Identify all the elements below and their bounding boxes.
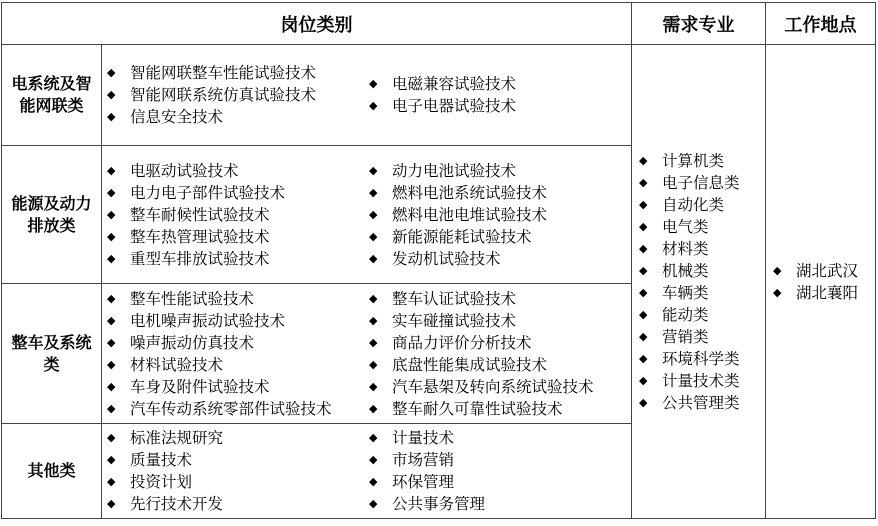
item-label: 整车性能试验技术 — [130, 289, 255, 308]
item-label: 底盘性能集成试验技术 — [392, 355, 548, 374]
major-label: 车辆类 — [662, 283, 709, 302]
list-item — [366, 471, 628, 493]
diamond-bullet-icon: ◆ — [369, 313, 378, 327]
list-item — [104, 376, 366, 398]
item-label: 智能网联整车性能试验技术 — [130, 64, 317, 82]
list-item — [104, 182, 366, 204]
item-label: 材料试验技术 — [130, 355, 224, 374]
major-label: 能动类 — [662, 305, 709, 324]
diamond-bullet-icon: ◆ — [107, 335, 116, 349]
list-item — [104, 471, 366, 493]
diamond-bullet-icon: ◆ — [369, 453, 378, 466]
work-locations-list — [766, 45, 875, 518]
item-label: 环保管理 — [392, 473, 455, 491]
item-label: 动力电池试验技术 — [392, 161, 517, 180]
list-item — [366, 332, 628, 354]
category-label: 整车及系统类 — [11, 332, 92, 374]
diamond-bullet-icon: ◆ — [639, 241, 648, 255]
list-item — [104, 226, 366, 248]
diamond-bullet-icon: ◆ — [107, 431, 116, 444]
major-label: 营销类 — [662, 327, 709, 346]
location-label: 湖北武汉 — [796, 261, 859, 280]
major-label: 计算机类 — [662, 151, 725, 170]
items-left-column — [104, 288, 366, 420]
item-label: 质量技术 — [130, 451, 193, 469]
item-label: 实车碰撞试验技术 — [392, 311, 517, 330]
location-label: 湖北襄阳 — [796, 283, 859, 302]
diamond-bullet-icon: ◆ — [369, 77, 378, 90]
item-label: 商品力评价分析技术 — [392, 333, 532, 352]
item-label: 投资计划 — [130, 473, 193, 491]
diamond-bullet-icon: ◆ — [639, 373, 648, 387]
list-item — [366, 427, 628, 449]
list-item — [366, 493, 628, 515]
list-item — [104, 332, 366, 354]
diamond-bullet-icon: ◆ — [107, 379, 116, 393]
list-item — [366, 248, 628, 270]
diamond-bullet-icon: ◆ — [639, 175, 648, 189]
major-label: 公共管理类 — [662, 393, 740, 412]
item-label: 信息安全技术 — [130, 108, 224, 126]
diamond-bullet-icon: ◆ — [369, 475, 378, 488]
list-item — [366, 73, 628, 95]
list-item — [104, 449, 366, 471]
category-label: 电系统及智能网联类 — [11, 74, 92, 115]
item-label: 电力电子部件试验技术 — [130, 183, 286, 202]
major-item — [636, 260, 765, 282]
item-label: 先行技术开发 — [130, 495, 224, 513]
item-label: 整车耐候性试验技术 — [130, 205, 270, 224]
major-item — [636, 392, 765, 414]
item-label: 智能网联系统仿真试验技术 — [130, 86, 317, 104]
category-items — [102, 284, 632, 424]
list-item — [104, 398, 366, 420]
list-item — [104, 106, 366, 128]
item-label: 噪声振动仿真技术 — [130, 333, 255, 352]
category-items — [102, 45, 632, 146]
diamond-bullet-icon: ◆ — [369, 335, 378, 349]
major-label: 电子信息类 — [662, 173, 740, 192]
header-job-category: 岗位类别 — [2, 3, 632, 45]
major-item — [636, 194, 765, 216]
diamond-bullet-icon: ◆ — [107, 475, 116, 488]
list-item — [104, 160, 366, 182]
list-item — [366, 354, 628, 376]
diamond-bullet-icon: ◆ — [369, 401, 378, 415]
list-item — [104, 310, 366, 332]
item-label: 整车热管理试验技术 — [130, 227, 270, 246]
diamond-bullet-icon: ◆ — [107, 66, 116, 79]
diamond-bullet-icon: ◆ — [369, 99, 378, 112]
header-work-location: 工作地点 — [766, 3, 875, 45]
list-item — [104, 288, 366, 310]
header-required-majors: 需求专业 — [632, 3, 766, 45]
diamond-bullet-icon: ◆ — [107, 207, 116, 221]
list-item — [104, 204, 366, 226]
list-item — [366, 398, 628, 420]
major-label: 电气类 — [662, 217, 709, 236]
location-item — [770, 260, 875, 282]
diamond-bullet-icon: ◆ — [639, 395, 648, 409]
diamond-bullet-icon: ◆ — [107, 497, 116, 510]
major-item — [636, 238, 765, 260]
list-item — [366, 160, 628, 182]
major-label: 机械类 — [662, 261, 709, 280]
major-item — [636, 172, 765, 194]
item-label: 电机噪声振动试验技术 — [130, 311, 286, 330]
diamond-bullet-icon: ◆ — [639, 307, 648, 321]
diamond-bullet-icon: ◆ — [639, 153, 648, 167]
required-majors-list — [632, 45, 766, 518]
items-left-column — [104, 160, 366, 270]
diamond-bullet-icon: ◆ — [107, 251, 116, 265]
item-label: 汽车悬架及转向系统试验技术 — [392, 377, 594, 396]
item-label: 整车认证试验技术 — [392, 289, 517, 308]
items-right-column — [366, 73, 628, 117]
item-label: 燃料电池电堆试验技术 — [392, 205, 548, 224]
list-item — [366, 204, 628, 226]
diamond-bullet-icon: ◆ — [639, 329, 648, 343]
list-item — [104, 248, 366, 270]
major-item — [636, 348, 765, 370]
item-label: 新能源能耗试验技术 — [392, 227, 532, 246]
list-item — [366, 182, 628, 204]
major-item — [636, 216, 765, 238]
major-label: 计量技术类 — [662, 371, 740, 390]
diamond-bullet-icon: ◆ — [107, 401, 116, 415]
diamond-bullet-icon: ◆ — [107, 110, 116, 123]
category-name — [2, 146, 102, 284]
list-item — [366, 95, 628, 117]
item-label: 发动机试验技术 — [392, 249, 501, 268]
diamond-bullet-icon: ◆ — [639, 219, 648, 233]
diamond-bullet-icon: ◆ — [107, 185, 116, 199]
diamond-bullet-icon: ◆ — [107, 229, 116, 243]
location-item — [770, 282, 875, 304]
category-name — [2, 45, 102, 146]
items-right-column — [366, 288, 628, 420]
diamond-bullet-icon: ◆ — [773, 263, 782, 277]
item-label: 市场营销 — [392, 451, 455, 469]
list-item — [104, 427, 366, 449]
list-item — [366, 449, 628, 471]
list-item — [104, 354, 366, 376]
diamond-bullet-icon: ◆ — [107, 88, 116, 101]
major-label: 自动化类 — [662, 195, 725, 214]
diamond-bullet-icon: ◆ — [369, 291, 378, 305]
diamond-bullet-icon: ◆ — [639, 285, 648, 299]
item-label: 标准法规研究 — [130, 429, 224, 447]
major-label: 环境科学类 — [662, 349, 740, 368]
diamond-bullet-icon: ◆ — [369, 251, 378, 265]
item-label: 汽车传动系统零部件试验技术 — [130, 399, 332, 418]
list-item — [104, 493, 366, 515]
diamond-bullet-icon: ◆ — [107, 313, 116, 327]
item-label: 公共事务管理 — [392, 495, 486, 513]
diamond-bullet-icon: ◆ — [107, 163, 116, 177]
items-right-column — [366, 427, 628, 515]
category-name — [2, 424, 102, 518]
diamond-bullet-icon: ◆ — [639, 351, 648, 365]
item-label: 电子电器试验技术 — [392, 97, 517, 115]
category-items — [102, 424, 632, 518]
item-label: 燃料电池系统试验技术 — [392, 183, 548, 202]
category-label: 其他类 — [27, 461, 76, 480]
item-label: 整车耐久可靠性试验技术 — [392, 399, 563, 418]
diamond-bullet-icon: ◆ — [369, 379, 378, 393]
diamond-bullet-icon: ◆ — [369, 163, 378, 177]
list-item — [366, 310, 628, 332]
diamond-bullet-icon: ◆ — [369, 185, 378, 199]
items-right-column — [366, 160, 628, 270]
list-item — [366, 376, 628, 398]
diamond-bullet-icon: ◆ — [107, 357, 116, 371]
major-label: 材料类 — [662, 239, 709, 258]
list-item — [104, 62, 366, 84]
diamond-bullet-icon: ◆ — [369, 431, 378, 444]
major-item — [636, 326, 765, 348]
major-item — [636, 282, 765, 304]
item-label: 重型车排放试验技术 — [130, 249, 270, 268]
item-label: 电驱动试验技术 — [130, 161, 239, 180]
diamond-bullet-icon: ◆ — [773, 285, 782, 299]
diamond-bullet-icon: ◆ — [107, 453, 116, 466]
item-label: 电磁兼容试验技术 — [392, 75, 517, 93]
category-label: 能源及动力排放类 — [11, 193, 92, 235]
items-left-column — [104, 62, 366, 128]
diamond-bullet-icon: ◆ — [107, 291, 116, 305]
job-table — [1, 2, 876, 519]
major-item — [636, 370, 765, 392]
major-item — [636, 304, 765, 326]
diamond-bullet-icon: ◆ — [369, 207, 378, 221]
category-items — [102, 146, 632, 284]
list-item — [366, 288, 628, 310]
items-left-column — [104, 427, 366, 515]
major-item — [636, 150, 765, 172]
item-label: 计量技术 — [392, 429, 455, 447]
item-label: 车身及附件试验技术 — [130, 377, 270, 396]
diamond-bullet-icon: ◆ — [369, 229, 378, 243]
list-item — [366, 226, 628, 248]
diamond-bullet-icon: ◆ — [369, 497, 378, 510]
diamond-bullet-icon: ◆ — [369, 357, 378, 371]
diamond-bullet-icon: ◆ — [639, 263, 648, 277]
diamond-bullet-icon: ◆ — [639, 197, 648, 211]
category-name — [2, 284, 102, 424]
list-item — [104, 84, 366, 106]
